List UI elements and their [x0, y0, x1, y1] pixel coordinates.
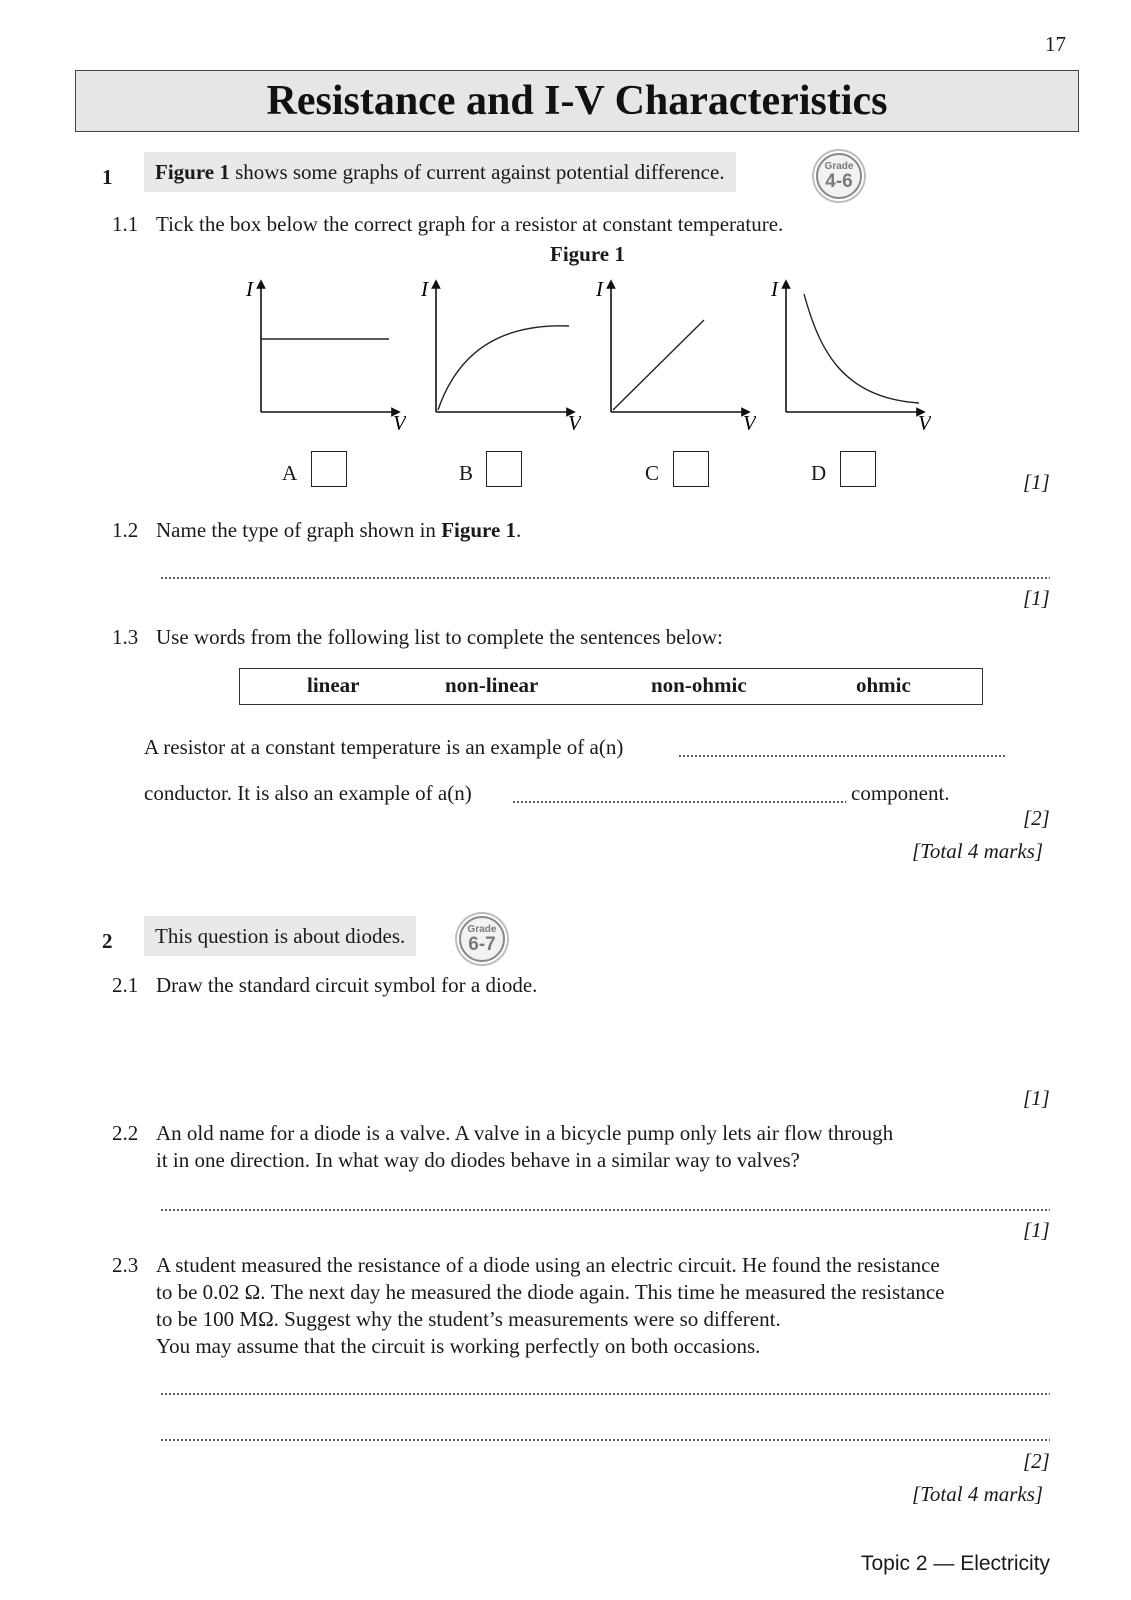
- grade-badge-label: Grade: [824, 160, 854, 172]
- q2-total-marks: [Total 4 marks]: [912, 1482, 1044, 1506]
- grade-badge-value: 6-7: [468, 933, 496, 955]
- q2-intro: This question is about diodes.: [144, 916, 416, 956]
- option-b-label: B: [459, 461, 474, 485]
- graph-d-y-label: I: [771, 278, 778, 301]
- q1-3-number: 1.3: [112, 625, 139, 649]
- q1-number: 1: [102, 165, 113, 189]
- q1-intro-bold: Figure 1: [155, 160, 230, 184]
- q2-1-drawing-area[interactable]: [156, 1005, 1016, 1080]
- option-a-label: A: [282, 461, 298, 485]
- q1-2-text-after: .: [516, 518, 522, 542]
- grade-badge-value: 4-6: [825, 170, 853, 192]
- title-banner: [75, 70, 1079, 132]
- q2-1-text: Draw the standard circuit symbol for a diode.: [156, 973, 538, 997]
- q1-3-text: Use words from the following list to complete the sentences below:: [156, 625, 723, 649]
- q2-1-number: 2.1: [112, 973, 139, 997]
- tick-box-d[interactable]: [840, 451, 876, 487]
- q1-intro-rest: shows some graphs of current against potential difference.: [229, 160, 725, 184]
- q1-total-marks: [Total 4 marks]: [912, 839, 1044, 863]
- graph-c: [586, 278, 756, 430]
- q1-3-blank2[interactable]: [512, 801, 846, 803]
- q1-3-marks: [2]: [1023, 806, 1050, 830]
- q2-3-answer-line-1[interactable]: [160, 1393, 1050, 1395]
- q1-1-number: 1.1: [112, 212, 139, 236]
- graph-a: [236, 278, 406, 430]
- graph-a-x-label: V: [393, 411, 406, 430]
- page-footer: Topic 2 — Electricity: [861, 1552, 1051, 1575]
- q1-2-marks: [1]: [1023, 586, 1050, 610]
- q1-3-sentence1: A resistor at a constant temperature is an example of a(n): [144, 735, 624, 759]
- word-linear: linear: [307, 673, 360, 697]
- q1-3-sentence2-end: component.: [851, 781, 950, 805]
- q2-2-line2: it in one direction. In what way do diodes behave in a similar way to valves?: [156, 1148, 800, 1172]
- graph-d-x-label: V: [918, 411, 931, 430]
- tick-box-c[interactable]: [673, 451, 709, 487]
- q2-1-marks: [1]: [1023, 1086, 1050, 1110]
- q2-3-marks: [2]: [1023, 1449, 1050, 1473]
- q1-2-number: 1.2: [112, 518, 139, 542]
- q1-2-answer-line[interactable]: [160, 577, 1050, 579]
- q2-2-marks: [1]: [1023, 1218, 1050, 1242]
- q1-1-marks: [1]: [1023, 470, 1050, 494]
- option-c-label: C: [645, 461, 660, 485]
- word-non-linear: non-linear: [445, 673, 539, 697]
- q2-3-line1: A student measured the resistance of a diode using an electric circuit. He found the resistance: [156, 1253, 940, 1277]
- graph-b: [411, 278, 581, 430]
- q1-2-text-bold: Figure 1: [441, 518, 517, 542]
- grade-badge-icon: [459, 916, 505, 962]
- q1-2-text: [156, 516, 521, 544]
- q2-2-answer-line[interactable]: [160, 1209, 1050, 1211]
- page-title: Resistance and I-V Characteristics: [266, 78, 888, 124]
- q2-3-line2: to be 0.02 Ω. The next day he measured the diode again. This time he measured the resistance: [156, 1280, 945, 1304]
- q1-2-text-before: Name the type of graph shown in: [156, 518, 442, 542]
- graph-c-y-label: I: [596, 278, 603, 301]
- q1-intro: [144, 152, 736, 192]
- q2-3-number: 2.3: [112, 1253, 139, 1277]
- grade-badge-icon: [816, 153, 862, 199]
- page-number: 17: [1045, 32, 1066, 56]
- q1-1-text: Tick the box below the correct graph for a resistor at constant temperature.: [156, 212, 784, 236]
- graph-d: [761, 278, 931, 430]
- graph-a-y-label: I: [246, 278, 253, 301]
- tick-box-a[interactable]: [311, 451, 347, 487]
- q2-3-line4: You may assume that the circuit is working perfectly on both occasions.: [156, 1334, 761, 1358]
- word-ohmic: ohmic: [856, 673, 911, 697]
- graph-b-x-label: V: [568, 411, 581, 430]
- q1-3-blank1[interactable]: [678, 755, 1006, 757]
- graph-b-y-label: I: [421, 278, 428, 301]
- option-d-label: D: [811, 461, 827, 485]
- word-non-ohmic: non-ohmic: [651, 673, 747, 697]
- q2-3-line3: to be 100 MΩ. Suggest why the student’s measurements were so different.: [156, 1307, 781, 1331]
- q1-3-sentence2-start: conductor. It is also an example of a(n): [144, 781, 472, 805]
- q2-2-number: 2.2: [112, 1121, 139, 1145]
- tick-box-b[interactable]: [486, 451, 522, 487]
- figure-label: Figure 1: [550, 242, 625, 266]
- q2-3-answer-line-2[interactable]: [160, 1439, 1050, 1441]
- word-list-box: [239, 668, 983, 705]
- grade-badge-label: Grade: [467, 923, 497, 935]
- q2-number: 2: [102, 929, 113, 953]
- q2-2-line1: An old name for a diode is a valve. A valve in a bicycle pump only lets air flow through: [156, 1121, 894, 1145]
- graph-c-x-label: V: [743, 411, 756, 430]
